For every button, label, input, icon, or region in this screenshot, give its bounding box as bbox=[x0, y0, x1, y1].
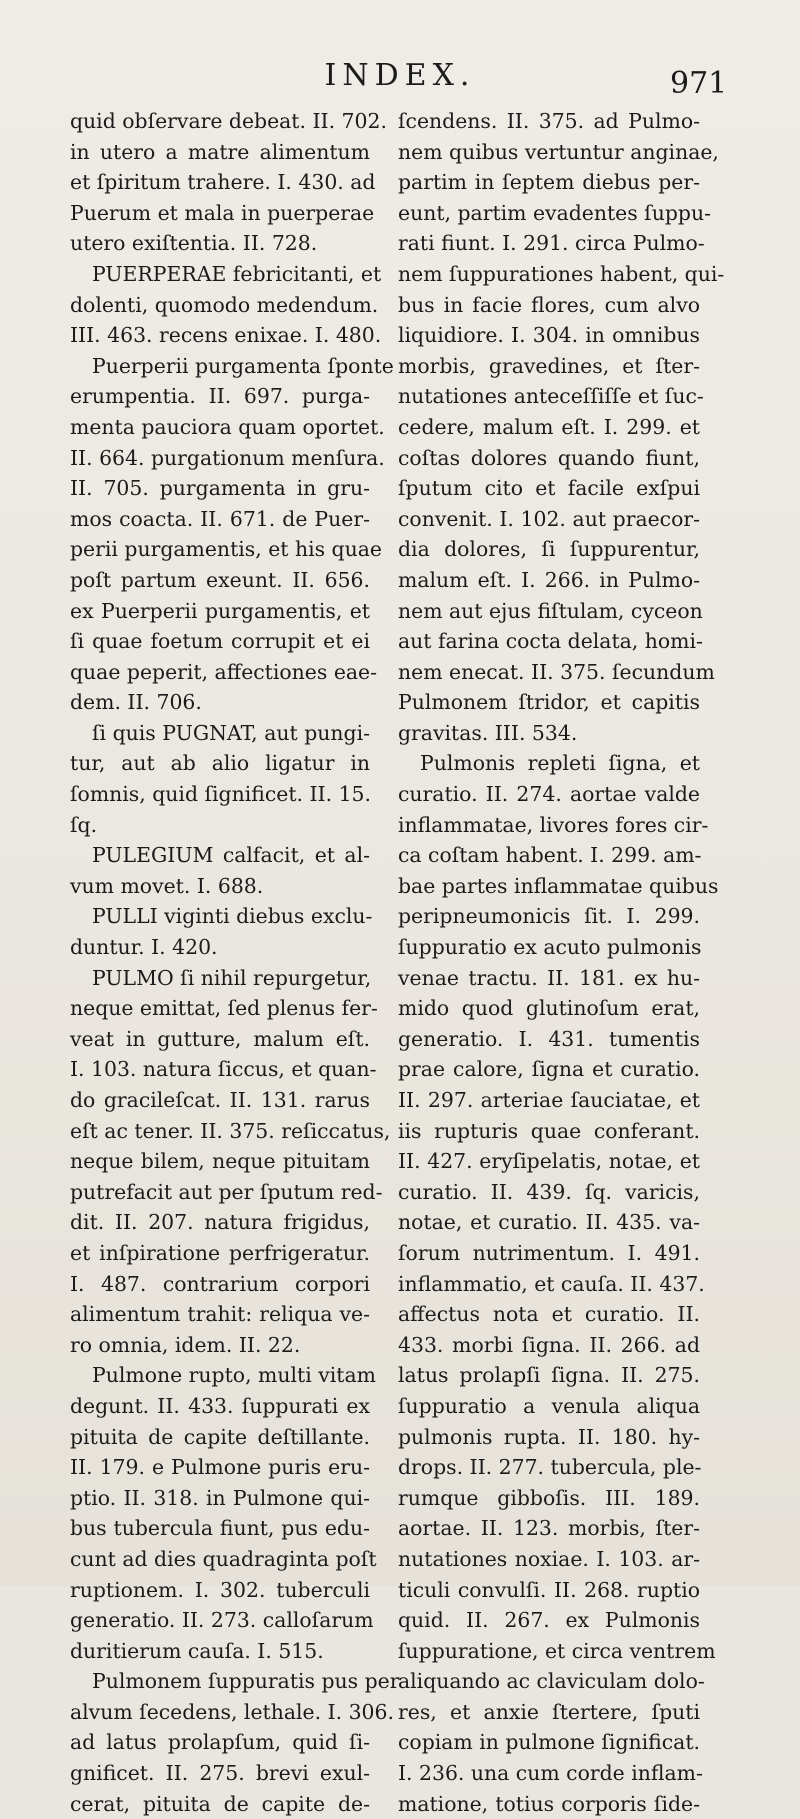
index-line: II. 297. arteriae ſauciatae, et bbox=[398, 1088, 700, 1112]
index-line: Puerperii purgamenta ſponte bbox=[92, 353, 394, 378]
index-line: quid. II. 267. ex Pulmonis bbox=[398, 1608, 700, 1633]
index-line: Pulmone rupto, multi vitam bbox=[92, 1363, 376, 1388]
index-line: Pulmonem ſuppuratis pus per bbox=[92, 1669, 400, 1694]
index-line: dia dolores, ſi ſuppurentur, bbox=[398, 537, 700, 562]
index-line: peripneumonicis ſit. I. 299. bbox=[398, 904, 700, 929]
index-line: matione, totius corporis ſide- bbox=[398, 1791, 700, 1816]
index-line: gnificet. II. 275. brevi exul- bbox=[70, 1761, 370, 1786]
index-line: PUERPERAE febricitanti, et bbox=[92, 261, 382, 286]
index-line: Pulmonis repleti ſigna, et bbox=[420, 751, 700, 776]
index-line: II. 179. e Pulmone puris eru- bbox=[70, 1455, 370, 1480]
index-line: notae, et curatio. II. 435. va- bbox=[398, 1210, 700, 1235]
index-line: bae partes inflammatae quibus bbox=[398, 873, 719, 898]
index-line: duritierum cauſa. I. 515. bbox=[70, 1638, 324, 1663]
index-line: copiam in pulmone ſignificat. bbox=[398, 1730, 701, 1755]
index-line: ca coſtam habent. I. 299. am- bbox=[398, 843, 702, 868]
index-line: inflammatae, livores fores cir- bbox=[398, 812, 709, 837]
index-line: II. 664. purgationum menſura. bbox=[70, 445, 385, 470]
index-line: PULEGIUM calfacit, et al- bbox=[92, 843, 370, 868]
index-line: degunt. II. 433. ſuppurati ex bbox=[70, 1393, 370, 1418]
index-line: duntur. I. 420. bbox=[70, 935, 218, 960]
index-line: utero exiſtentia. II. 728. bbox=[70, 231, 318, 256]
index-line: nem aut ejus fiſtulam, cyceon bbox=[398, 598, 703, 623]
index-line: malum eſt. I. 266. in Pulmo- bbox=[398, 567, 700, 592]
index-line: et ſpiritum trahere. I. 430. ad bbox=[70, 170, 376, 195]
index-line: nutationes noxiae. I. 103. ar- bbox=[398, 1546, 700, 1571]
page-header-title: INDEX. bbox=[324, 58, 476, 93]
index-line: morbis, gravedines, et ſter- bbox=[398, 353, 700, 378]
index-line: ſcendens. II. 375. ad Pulmo- bbox=[398, 109, 700, 133]
index-line: aliquando ac claviculam dolo- bbox=[398, 1669, 705, 1694]
index-line: poſt partum exeunt. II. 656. bbox=[70, 567, 370, 592]
index-line: res, et anxie ſtertere, ſputi bbox=[398, 1699, 700, 1724]
index-line: ſorum nutrimentum. I. 491. bbox=[398, 1240, 700, 1265]
index-line: veat in gutture, malum eſt. bbox=[70, 1026, 370, 1051]
index-line: aortae. II. 123. morbis, ſter- bbox=[398, 1516, 700, 1541]
index-line: aut farina cocta delata, homi- bbox=[398, 629, 703, 654]
index-line: generatio. I. 431. tumentis bbox=[398, 1026, 700, 1051]
index-line: pulmonis rupta. II. 180. hy- bbox=[398, 1424, 700, 1449]
index-line: neque emittat, ſed plenus fer- bbox=[70, 996, 378, 1021]
index-line: ex Puerperii purgamentis, et bbox=[70, 598, 370, 623]
index-line: I. 103. natura ſiccus, et quan- bbox=[70, 1057, 377, 1082]
index-line: in utero a matre alimentum bbox=[70, 139, 370, 164]
index-line: curatio. II. 439. ſq. varicis, bbox=[398, 1179, 700, 1204]
index-line: coſtas dolores quando fiunt, bbox=[398, 445, 700, 470]
index-line: rati fiunt. I. 291. circa Pulmo- bbox=[398, 231, 705, 256]
index-line: quid obſervare debeat. II. 702. bbox=[70, 109, 387, 133]
index-line: mos coacta. II. 671. de Puer- bbox=[70, 506, 370, 531]
index-line: eunt, partim evadentes ſuppu- bbox=[398, 200, 711, 225]
index-line: cedere, malum eſt. I. 299. et bbox=[398, 414, 700, 439]
page-number: 971 bbox=[670, 66, 728, 101]
index-line: mido quod glutinoſum erat, bbox=[398, 996, 700, 1021]
index-line: alvum ſecedens, lethale. I. 306. bbox=[70, 1699, 394, 1724]
index-line: affectus nota et curatio. II. bbox=[398, 1302, 700, 1327]
index-line: ſi quae foetum corrupit et ei bbox=[70, 629, 370, 654]
index-line: I. 236. una cum corde inflam- bbox=[398, 1761, 703, 1786]
index-line: cerat, pituita de capite de- bbox=[70, 1791, 370, 1816]
index-line: ſputum cito et facile exſpui bbox=[398, 476, 700, 501]
index-line: quae peperit, affectiones eae- bbox=[70, 659, 378, 684]
index-line: et inſpiratione perfrigeratur. bbox=[70, 1240, 370, 1265]
index-line: PULMO ſi nihil repurgetur, bbox=[92, 965, 372, 990]
index-line: inflammatio, et cauſa. II. 437. bbox=[398, 1271, 705, 1296]
index-line: ad latus prolapſum, quid ſi- bbox=[70, 1730, 370, 1755]
index-line: do gracileſcat. II. 131. rarus bbox=[70, 1088, 370, 1112]
index-line: ptio. II. 318. in Pulmone qui- bbox=[70, 1485, 370, 1510]
index-line: perii purgamentis, et his quae bbox=[70, 537, 382, 562]
index-line: putrefacit aut per ſputum red- bbox=[70, 1179, 383, 1204]
index-line: dem. II. 706. bbox=[70, 690, 202, 715]
index-line: cunt ad dies quadraginta poſt bbox=[70, 1546, 377, 1571]
index-line: ſuppuratio a venula aliqua bbox=[398, 1393, 700, 1418]
index-line: menta pauciora quam oportet. bbox=[70, 414, 385, 439]
index-line: partim in ſeptem diebus per- bbox=[398, 170, 700, 195]
index-line: erumpentia. II. 697. purga- bbox=[70, 384, 370, 409]
index-line: venae tractu. II. 181. ex hu- bbox=[398, 965, 700, 990]
index-line: ruptionem. I. 302. tuberculi bbox=[70, 1577, 370, 1602]
index-line: convenit. I. 102. aut praecor- bbox=[398, 506, 700, 531]
index-line: PULLI viginti diebus exclu- bbox=[92, 904, 373, 929]
index-line: dit. II. 207. natura frigidus, bbox=[70, 1210, 370, 1235]
index-line: alimentum trahit: reliqua ve- bbox=[70, 1302, 370, 1327]
index-line: neque bilem, neque pituitam bbox=[70, 1149, 370, 1174]
index-line: Puerum et mala in puerperae bbox=[70, 200, 375, 225]
index-line: III. 463. recens enixae. I. 480. bbox=[70, 323, 382, 348]
index-line: ſomnis, quid ſignificet. II. 15. bbox=[70, 782, 372, 807]
index-line: 433. morbi ſigna. II. 266. ad bbox=[398, 1332, 700, 1357]
index-line: rumque gibboſis. III. 189. bbox=[398, 1485, 700, 1510]
index-line: II. 427. eryſipelatis, notae, et bbox=[398, 1149, 700, 1174]
index-line: tur, aut ab alio ligatur in bbox=[70, 751, 370, 776]
index-line: dolenti, quomodo medendum. bbox=[70, 292, 379, 317]
index-line: bus in facie flores, cum alvo bbox=[398, 292, 700, 317]
index-line: ſq. bbox=[70, 812, 98, 837]
index-line: prae calore, ſigna et curatio. bbox=[398, 1057, 700, 1082]
index-line: iis rupturis quae conferant. bbox=[398, 1118, 700, 1143]
left-column bbox=[70, 106, 400, 1819]
index-line: generatio. II. 273. calloſarum bbox=[70, 1608, 374, 1633]
index-line: nutationes anteceſſiſſe et ſuc- bbox=[398, 384, 704, 409]
index-line: drops. II. 277. tubercula, ple- bbox=[398, 1455, 702, 1480]
index-line: eſt ac tener. II. 375. reſiccatus, bbox=[70, 1118, 391, 1143]
index-line: nem quibus vertuntur anginae, bbox=[398, 139, 719, 164]
index-line: nem enecat. II. 375. ſecundum bbox=[398, 659, 715, 684]
index-line: vum movet. I. 688. bbox=[70, 873, 264, 898]
index-line: gravitas. III. 534. bbox=[398, 720, 578, 745]
index-line: liquidiore. I. 304. in omnibus bbox=[398, 323, 700, 348]
right-column bbox=[398, 106, 725, 1819]
index-line: nem ſuppurationes habent, qui- bbox=[398, 261, 725, 286]
index-line: ſuppuratio ex acuto pulmonis bbox=[398, 935, 702, 960]
index-line: ticuli convulſi. II. 268. ruptio bbox=[398, 1577, 700, 1602]
index-line: pituita de capite deſtillante. bbox=[70, 1424, 370, 1449]
index-line: Pulmonem ſtridor, et capitis bbox=[398, 690, 700, 715]
index-line: II. 705. purgamenta in gru- bbox=[70, 476, 370, 501]
index-line: latus prolapſi ſigna. II. 275. bbox=[398, 1363, 700, 1388]
index-line: ſi quis PUGNAT, aut pungi- bbox=[92, 720, 370, 745]
index-line: bus tubercula fiunt, pus edu- bbox=[70, 1516, 370, 1541]
index-line: ſuppuratione, et circa ventrem bbox=[398, 1638, 716, 1663]
index-line: I. 487. contrarium corpori bbox=[70, 1271, 370, 1296]
index-line: curatio. II. 274. aortae valde bbox=[398, 782, 700, 807]
index-line: ro omnia, idem. II. 22. bbox=[70, 1332, 301, 1357]
